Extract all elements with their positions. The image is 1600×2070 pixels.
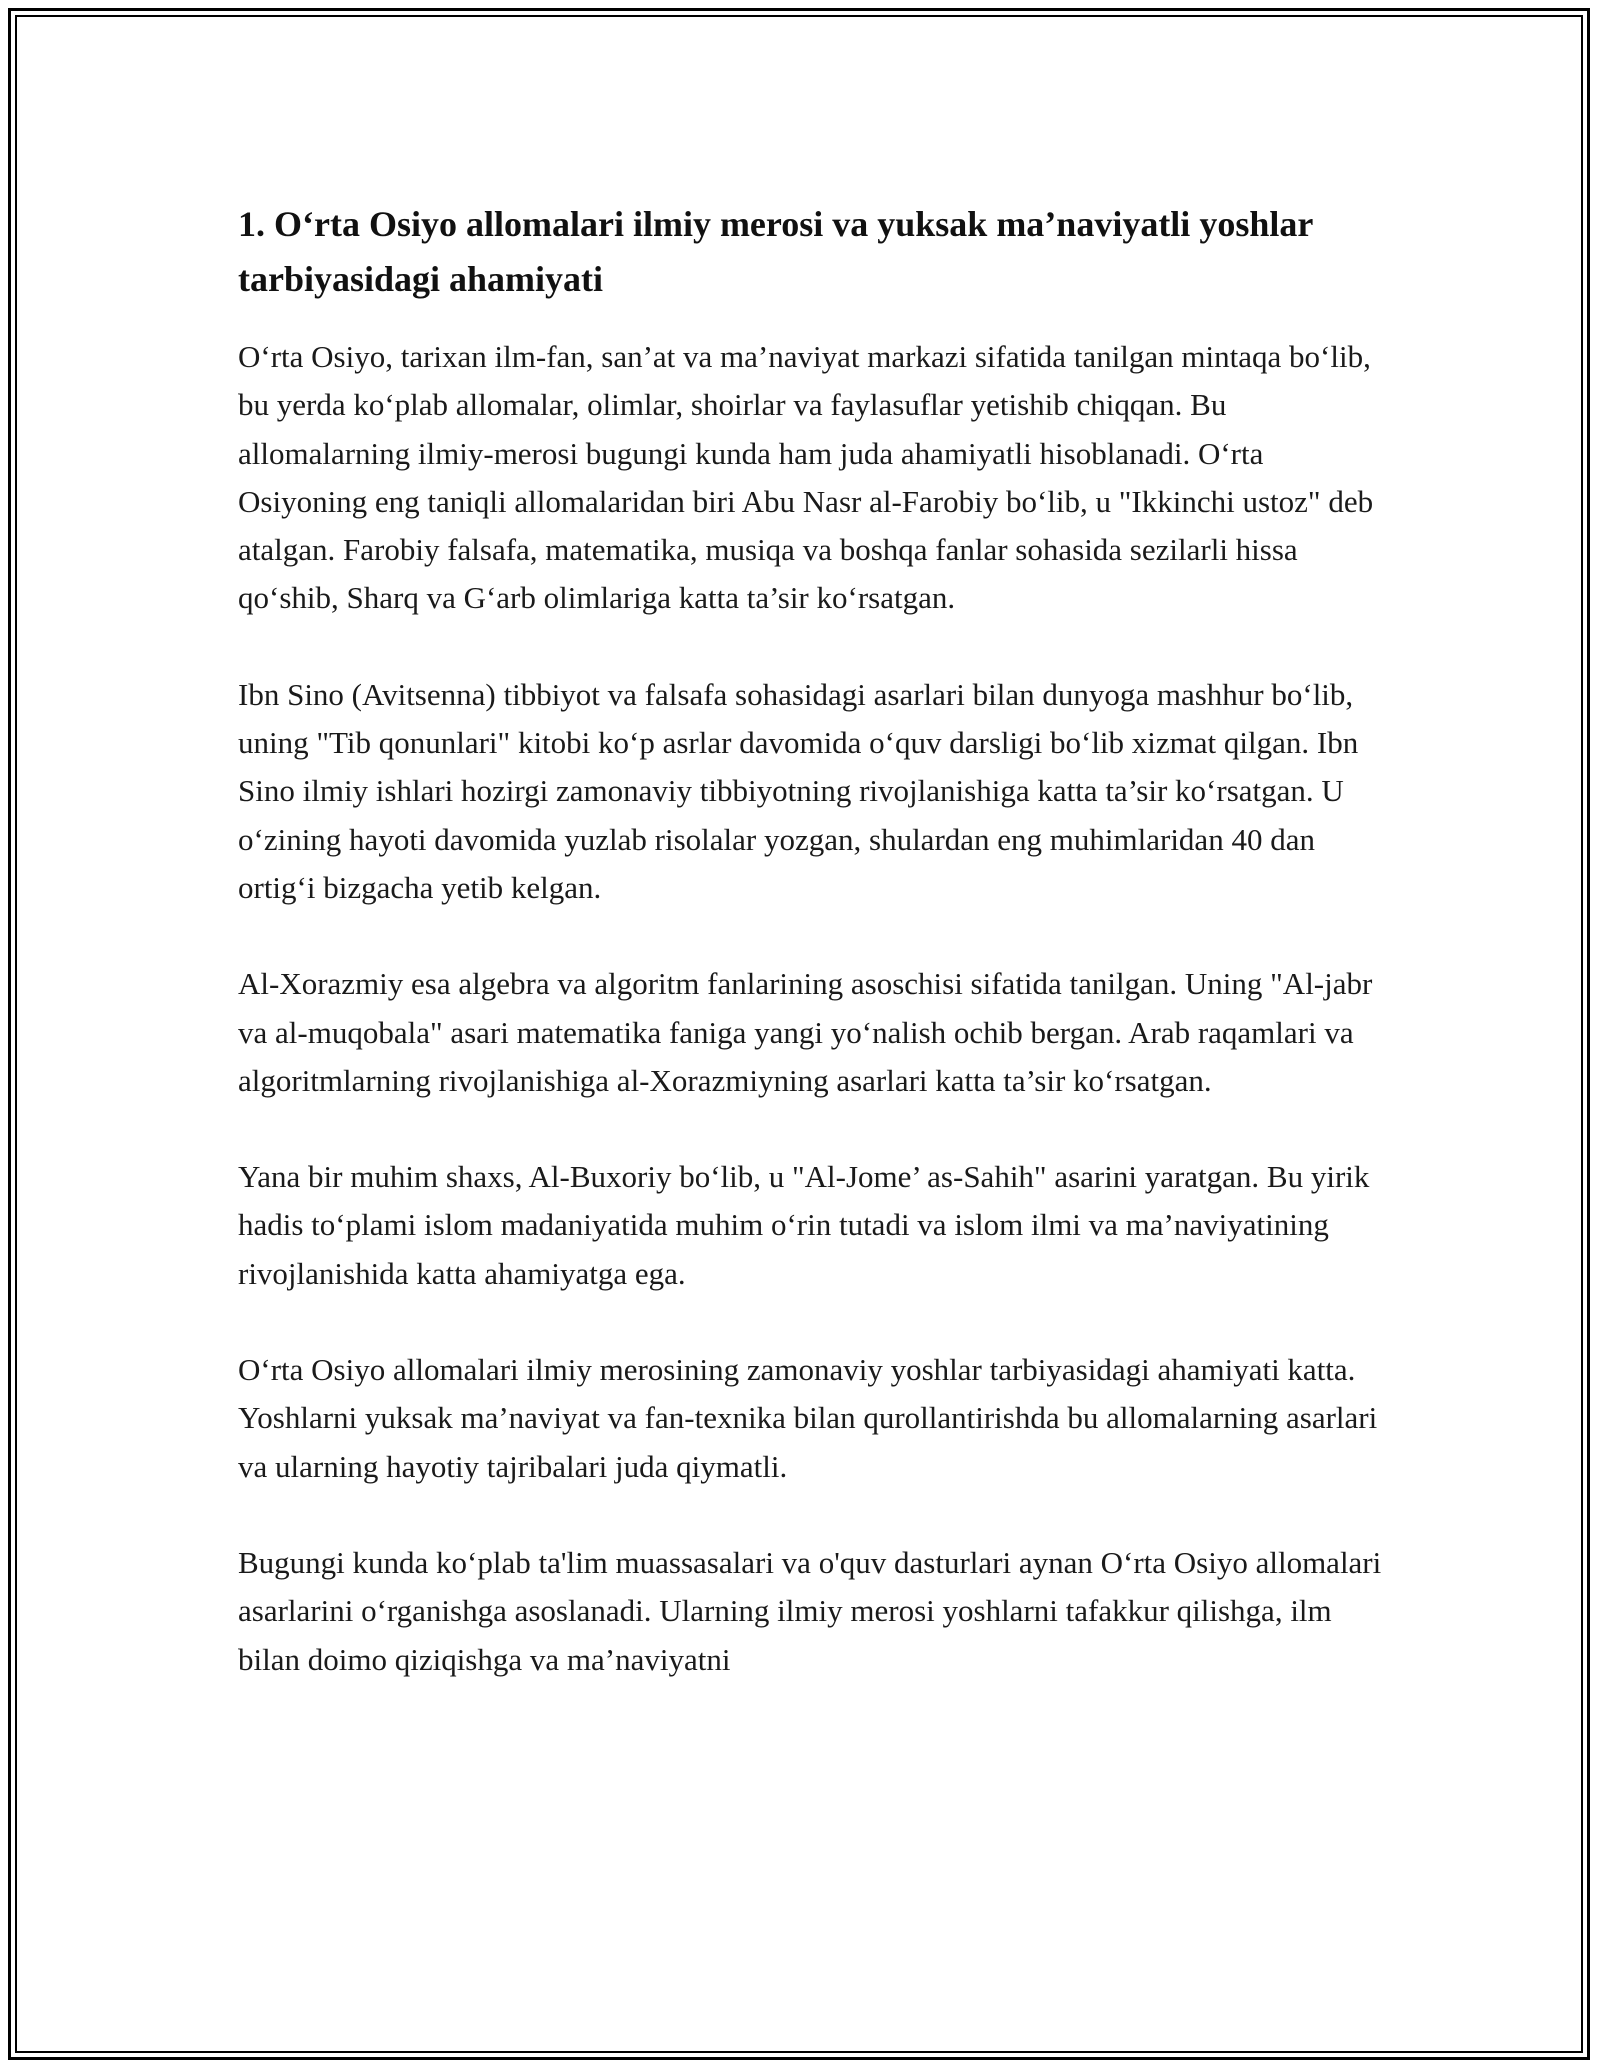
paragraph-farobiy: O‘rta Osiyo, tarixan ilm-fan, san’at va ma’naviyat markazi sifatida tanilgan mintaqa bo‘lib, bu yerda ko‘plab allomalar, olimlar, shoirlar va faylasuflar yetishib chiqqan. Bu allomalarning ilmiy-merosi bugungi kunda ham juda ahamiyatli hisoblanadi. O‘rta Osiyoning eng taniqli allomalaridan biri Abu Nasr al-Farobiy bo‘lib, u "Ikkinchi ustoz" deb atalgan. Farobiy falsafa, matematika, musiqa va boshqa fanlar sohasida sezilarli hissa qo‘shib, Sharq va G‘arb olimlariga katta ta’sir ko‘rsatgan. [238, 339, 1374, 616]
paragraph-ibn-sino: Ibn Sino (Avitsenna) tibbiyot va falsafa sohasidagi asarlari bilan dunyoga mashhur bo‘lib, uning "Tib qonunlari" kitobi ko‘p asrlar davomida o‘quv darsligi bo‘lib xizmat qilgan. Ibn Sino ilmiy ishlari hozirgi zamonaviy tibbiyotning rivojlanishiga katta ta’sir ko‘rsatgan. U o‘zining hayoti davomida yuzlab risolalar yozgan, shulardan eng muhimlaridan 40 dan ortig‘i bizgacha yetib kelgan. [238, 676, 1359, 905]
paragraph-youth-education: O‘rta Osiyo allomalari ilmiy merosining zamonaviy yoshlar tarbiyasidagi ahamiyati katta. Yoshlarni yuksak ma’naviyat va fan-texnika bilan qurollantirishda bu allomalarning asarlari va ularning hayotiy tajribalari juda qiymatli. [238, 1352, 1378, 1484]
page-border [8, 8, 1590, 2060]
paragraph-buxoriy: Yana bir muhim shaxs, Al-Buxoriy bo‘lib, u "Al-Jome’ as-Sahih" asarini yaratgan. Bu yirik hadis to‘plami islom madaniyatida muhim o‘rin tutadi va islom ilmi va ma’naviyatining rivojlanishida katta ahamiyatga ega. [238, 1159, 1370, 1291]
section-heading: 1. O‘rta Osiyo allomalari ilmiy merosi va yuksak ma’naviyatli yoshlar tarbiyasidagi ahamiyati [238, 204, 1313, 299]
paragraph-xorazmiy: Al-Xorazmiy esa algebra va algoritm fanlarining asoschisi sifatida tanilgan. Uning "Al-jabr va al-muqobala" asari matematika faniga yangi yo‘nalish ochib bergan. Arab raqamlari va algoritmlarning rivojlanishiga al-Xorazmiyning asarlari katta ta’sir ko‘rsatgan. [238, 966, 1373, 1098]
paragraph-modern-education: Bugungi kunda ko‘plab ta'lim muassasalari va o'quv dasturlari aynan O‘rta Osiyo allomalari asarlarini o‘rganishga asoslanadi. Ularning ilmiy merosi yoshlarni tafakkur qilishga, ilm bilan doimo qiziqishga va ma’naviyatni [238, 1544, 1382, 1677]
document-body [238, 197, 1388, 1732]
